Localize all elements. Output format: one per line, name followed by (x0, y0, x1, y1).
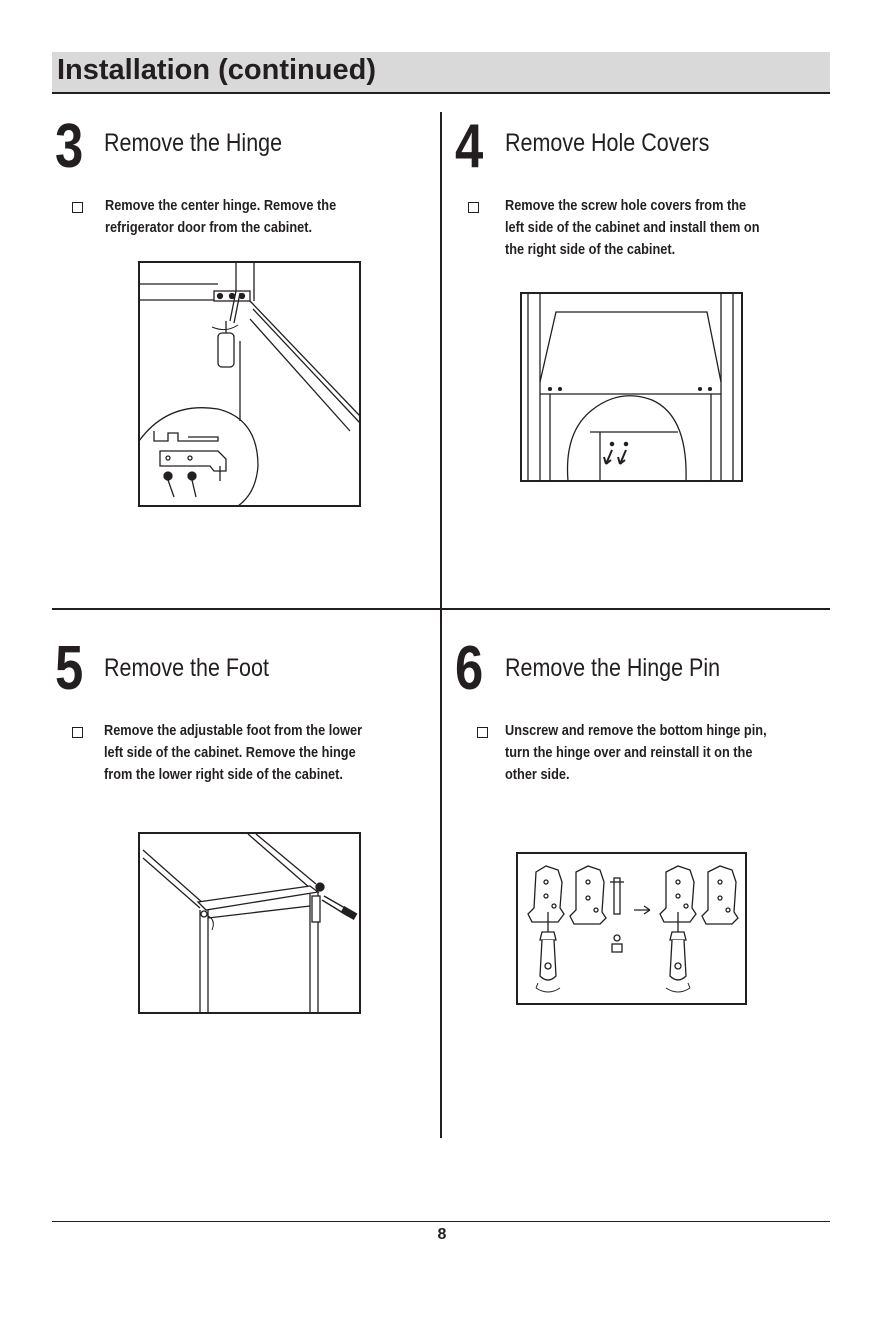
remove-hinge-illustration (138, 261, 361, 507)
step-number: 6 (455, 634, 484, 703)
checkbox-icon (72, 727, 83, 738)
page-number: 8 (437, 1226, 447, 1243)
step-number: 3 (55, 112, 84, 181)
step-text: Unscrew and remove the bottom hinge pin, turn the hinge over and reinstall it on the other side. (505, 723, 767, 783)
remove-foot-illustration (138, 832, 361, 1014)
step-title: Remove the Hinge Pin (505, 654, 721, 682)
step-text: Remove the center hinge. Remove the refrigerator door from the cabinet. (105, 198, 337, 236)
step-number: 5 (55, 634, 84, 703)
row-divider (52, 608, 830, 610)
section-header (52, 52, 830, 94)
section-title: Installation (continued) (57, 54, 376, 86)
step-title: Remove the Hinge (104, 129, 283, 157)
remove-hole-covers-illustration (520, 292, 743, 482)
checkbox-icon (468, 202, 479, 213)
step-text: Remove the adjustable foot from the lower left side of the cabinet. Remove the hinge from the lower right side of the cabinet. (104, 723, 363, 783)
column-divider (440, 112, 442, 1138)
step-title: Remove the Foot (104, 654, 269, 682)
footer-divider (52, 1221, 830, 1222)
checkbox-icon (72, 202, 83, 213)
step-text: Remove the screw hole covers from the left side of the cabinet and install them on the right side of the cabinet. (505, 198, 760, 258)
step-number: 4 (455, 112, 484, 181)
remove-hinge-pin-illustration (516, 852, 747, 1005)
checkbox-icon (477, 727, 488, 738)
step-title: Remove Hole Covers (505, 129, 710, 157)
